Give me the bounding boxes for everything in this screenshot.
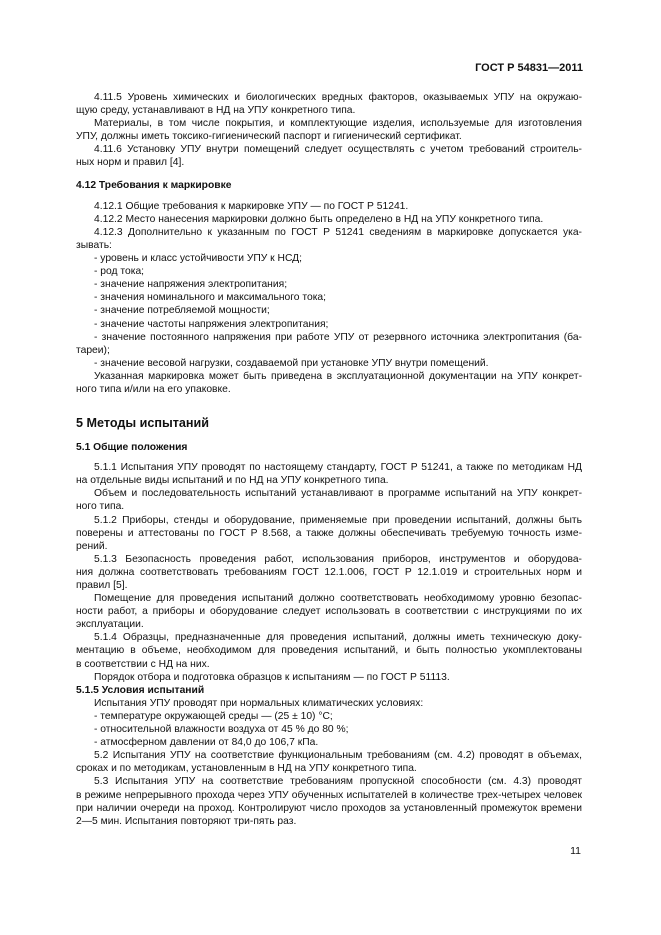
list-item-line: - уровень и класс устойчивости УПУ к НСД; [94, 253, 303, 265]
text-line: рений. [76, 540, 108, 552]
block-p4121 [76, 200, 582, 213]
text-line: в соответствии с НД на них. [76, 658, 210, 670]
list-item-line: - относительной влажности воздуха от 45 % до 80 %; [94, 724, 349, 736]
text-line: ного типа. [76, 501, 125, 513]
list-item [76, 357, 582, 370]
block-p4115b [76, 117, 582, 143]
text-line: ности работ, а приборы и оборудование следует использовать в соответствии с инструкциями по их [76, 606, 582, 618]
block-list515 [76, 710, 582, 749]
text-line: 2—5 мин. Испытания повторяют три-пять раз. [76, 815, 297, 827]
text-line: ного типа и/или на его упаковке. [76, 383, 231, 395]
text-line: 4.12.2 Место нанесения маркировки должно быть определено в НД на УПУ конкретного типа. [94, 213, 544, 225]
block-p511b [76, 487, 582, 513]
block-p514a [76, 631, 582, 670]
list-item [76, 723, 582, 736]
list-item [76, 710, 582, 723]
list-item [76, 736, 582, 749]
text-line: ментацию в объеме, необходимом для проведения испытаний, и быть полностью укомплектованы [76, 645, 582, 657]
list-item-line: - значение частоты напряжения электропитания; [94, 318, 329, 330]
list-item [76, 265, 582, 278]
text-line: зывать: [76, 239, 112, 251]
list-item-line: - значение потребляемой мощности; [94, 305, 270, 317]
list-item-line: - атмосферном давлении от 84,0 до 106,7 кПа. [94, 737, 319, 749]
list-item-line: - значение постоянного напряжения при работе УПУ от резервного источника электропитания (ба- [94, 331, 582, 343]
block-p513b [76, 592, 582, 631]
text-line: ния должна соответствовать требованиям ГОСТ 12.1.006, ГОСТ Р 12.1.019 и строительных норм и [76, 566, 582, 578]
block-list412 [76, 252, 582, 370]
text-line: 4.11.6 Установку УПУ внутри помещений следует осуществлять с учетом требований строитель- [94, 144, 582, 156]
list-item [76, 278, 582, 291]
list-item [76, 331, 582, 357]
block-h51 [76, 441, 582, 454]
text-line: Материалы, в том числе покрытия, и комплектующие изделия, используемые для изготовления [94, 118, 582, 130]
list-item [76, 304, 582, 317]
text-line: Помещение для проведения испытаний должно соответствовать необходимому уровню безопас- [94, 593, 582, 605]
page-number: 11 [570, 845, 581, 857]
text-line: Объем и последовательность испытаний устанавливают в программе испытаний на УПУ конкрет- [94, 488, 582, 500]
block-p4123 [76, 226, 582, 252]
text-line: в режиме непрерывного прохода через УПУ обученных испытателей в количестве трех-четырех человек [76, 789, 582, 801]
text-line: УПУ, должны иметь токсико-гигиенический паспорт и гигиенический сертификат. [76, 131, 462, 143]
list-item [76, 291, 582, 304]
text-line: 5.1.4 Образцы, предназначенные для проведения испытаний, должны иметь техническую доку- [94, 632, 582, 644]
text-line: 4.12.3 Дополнительно к указанным по ГОСТ Р 51241 сведениям в маркировке допускается ука- [94, 226, 582, 238]
text-line: эксплуатации. [76, 619, 144, 631]
block-h412 [76, 179, 582, 192]
block-h5 [76, 415, 582, 431]
heading-h5: 5 Методы испытаний [76, 416, 209, 431]
text-line: сроках и по методикам, установленным в НД на УПУ конкретного типа. [76, 763, 417, 775]
text-line: ных норм и правил [4]. [76, 157, 185, 169]
block-p514b [76, 671, 582, 684]
text-line: 4.11.5 Уровень химических и биологических вредных факторов, оказываемых УПУ на окружаю- [94, 92, 582, 103]
text-line: Порядок отбора и подготовка образцов к испытаниям — по ГОСТ Р 51113. [94, 671, 450, 683]
document-body [76, 91, 582, 828]
text-line: 5.1.3 Безопасность проведения работ, использования приборов, инструментов и оборудова- [94, 553, 582, 565]
list-item-line: - значения номинального и максимального тока; [94, 292, 327, 304]
text-line: 5.2 Испытания УПУ на соответствие функциональным требованиям (см. 4.2) проводят в объемах, [94, 750, 582, 762]
text-line: 5.3 Испытания УПУ на соответствие требованиям пропускной способности (см. 4.3) проводят [94, 776, 582, 788]
block-p512 [76, 514, 582, 553]
list-item-line: - значение напряжения электропитания; [94, 279, 288, 291]
block-p52 [76, 749, 582, 775]
text-line: поверены и аттестованы по ГОСТ Р 8.568, а также должны обеспечивать требуемую точность изме- [76, 527, 582, 539]
heading-h51: 5.1 Общие положения [76, 442, 188, 454]
list-item-line: - род тока; [94, 266, 145, 278]
text-line: щую среду, устанавливают в НД на УПУ конкретного типа. [76, 105, 356, 117]
block-p4116 [76, 143, 582, 169]
list-item [76, 252, 582, 265]
block-p53 [76, 775, 582, 827]
list-item [76, 318, 582, 331]
list-item-line: тареи); [76, 344, 110, 356]
list-item-line: - значение весовой нагрузки, создаваемой при установке УПУ внутри помещений. [94, 357, 489, 369]
text-line: 4.12.1 Общие требования к маркировке УПУ — по ГОСТ Р 51241. [94, 200, 409, 212]
text-line: Испытания УПУ проводят при нормальных климатических условиях: [94, 697, 424, 709]
block-h515 [76, 684, 582, 697]
block-p412end [76, 370, 582, 396]
heading-h515: 5.1.5 Условия испытаний [76, 684, 205, 696]
heading-h412: 4.12 Требования к маркировке [76, 179, 232, 191]
block-p513a [76, 553, 582, 592]
block-p515 [76, 697, 582, 710]
text-line: 5.1.1 Испытания УПУ проводят по настоящему стандарту, ГОСТ Р 51241, а также по методикам НД [94, 462, 582, 474]
list-item-line: - температуре окружающей среды — (25 ± 10) °С; [94, 710, 333, 722]
document-header-number: ГОСТ Р 54831—2011 [475, 62, 583, 74]
block-p4122 [76, 213, 582, 226]
text-line: Указанная маркировка может быть приведена в эксплуатационной документации на УПУ конкрет- [94, 370, 582, 382]
block-p511a [76, 461, 582, 487]
block-p4115a [76, 91, 582, 117]
text-line: при наличии очереди на проход. Контролируют число проходов за установленный промежуток времени [76, 802, 582, 814]
text-line: правил [5]. [76, 580, 128, 591]
text-line: на отдельные виды испытаний и по НД на УПУ конкретного типа. [76, 475, 389, 487]
text-line: 5.1.2 Приборы, стенды и оборудование, применяемые при проведении испытаний, должны быть [94, 514, 582, 526]
